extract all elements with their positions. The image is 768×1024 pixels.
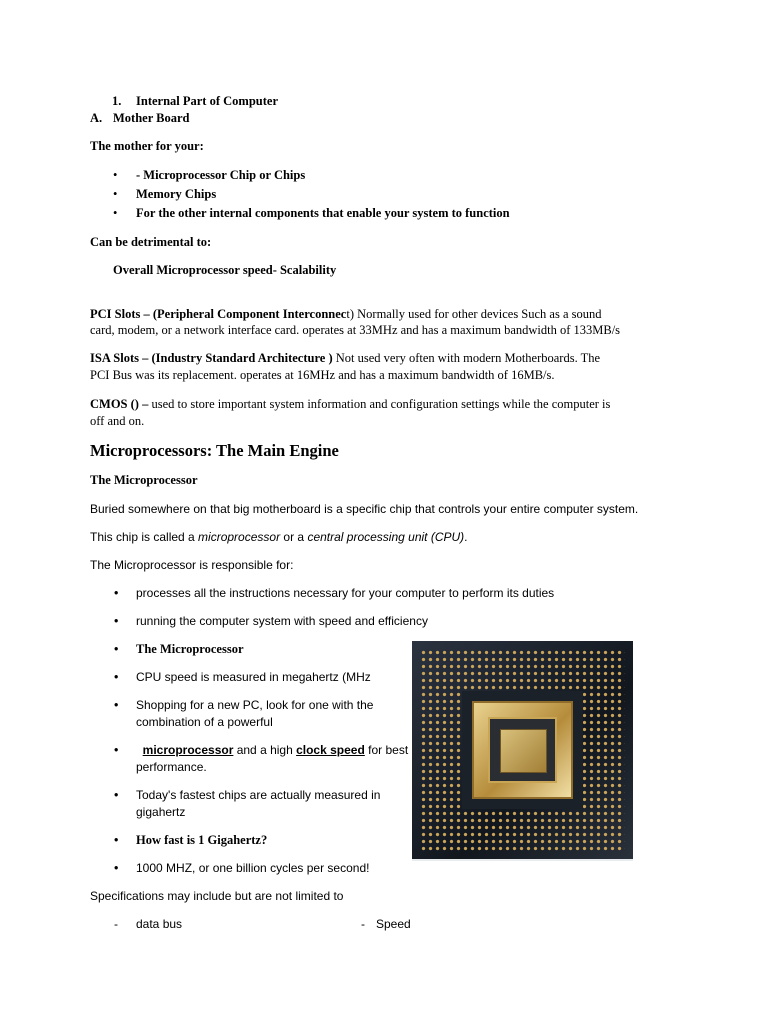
subsection-title: Mother Board xyxy=(113,111,190,125)
microprocessors-heading: Microprocessors: The Main Engine xyxy=(90,441,339,460)
bullet-icon: • xyxy=(114,698,119,712)
chip-die-inner xyxy=(488,717,557,783)
text-run: This chip is called a xyxy=(90,530,199,544)
section-title: Internal Part of Computer xyxy=(136,94,278,108)
bullet-icon: • xyxy=(114,861,119,875)
bullet-icon: • xyxy=(114,833,119,847)
list-item xyxy=(136,742,408,758)
bullet-icon: • xyxy=(114,743,119,757)
bullet-icon: • xyxy=(114,670,119,684)
detrimental-line: Overall Microprocessor speed- Scalability xyxy=(113,263,337,277)
subsection-letter: A. xyxy=(90,111,103,125)
term-microprocessor: microprocessor xyxy=(142,743,234,757)
spec-dash: - xyxy=(114,917,118,931)
pci-text: Normally used for other devices Such as a sound xyxy=(354,307,602,321)
bullet-icon: • xyxy=(113,206,118,220)
bullet-icon: • xyxy=(114,788,119,802)
spec-item-data-bus: data bus xyxy=(136,917,183,931)
spec-item-speed: Speed xyxy=(376,917,411,931)
pci-paragraph-line1 xyxy=(90,306,602,322)
pci-paragraph-line2: card, modem, or a network interface card. operates at 33MHz and has a maximum bandwidth of 133MB/s xyxy=(90,323,621,337)
term-microprocessor: microprocessor xyxy=(198,530,281,544)
list-item: The Microprocessor xyxy=(136,642,244,656)
mother-for-heading: The mother for your: xyxy=(90,139,204,153)
isa-label: ISA Slots – (Industry Standard Architecture ) xyxy=(90,351,333,365)
isa-paragraph-line1 xyxy=(90,350,600,366)
cmos-paragraph-line2: off and on. xyxy=(90,414,145,428)
chip-called-paragraph xyxy=(90,529,468,545)
chip-die-core xyxy=(500,729,547,773)
section-number: 1. xyxy=(112,94,122,108)
list-item: Today's fastest chips are actually measured in xyxy=(136,788,381,802)
term-cpu: central processing unit (CPU) xyxy=(307,530,465,544)
list-item: - Microprocessor Chip or Chips xyxy=(136,168,306,182)
bullet-icon: • xyxy=(113,168,118,182)
list-item: 1000 MHZ, or one billion cycles per second! xyxy=(136,861,370,875)
list-item: Memory Chips xyxy=(136,187,217,201)
list-item-continued: combination of a powerful xyxy=(136,715,273,729)
list-item: For the other internal components that enable your system to function xyxy=(136,206,510,220)
bullet-icon: • xyxy=(113,187,118,201)
cmos-paragraph-line1 xyxy=(90,396,610,412)
buried-paragraph: Buried somewhere on that big motherboard is a specific chip that controls your entire computer system. xyxy=(90,502,639,516)
cpu-chip-image xyxy=(412,641,633,859)
term-clock-speed: clock speed xyxy=(296,743,365,757)
list-item: How fast is 1 Gigahertz? xyxy=(136,833,268,847)
list-item-continued: performance. xyxy=(136,760,207,774)
microprocessor-subheading: The Microprocessor xyxy=(90,473,198,487)
bullet-icon: • xyxy=(114,642,119,656)
text-run: for best xyxy=(364,743,409,757)
specifications-paragraph: Specifications may include but are not limited to xyxy=(90,889,344,903)
list-item: running the computer system with speed and efficiency xyxy=(136,614,428,628)
cmos-text: used to store important system information and configuration settings while the computer is xyxy=(148,397,611,411)
list-item-continued: gigahertz xyxy=(136,805,186,819)
list-item: processes all the instructions necessary for your computer to perform its duties xyxy=(136,586,555,600)
text-run: . xyxy=(464,530,468,544)
bullet-icon: • xyxy=(114,586,119,600)
chip-die-frame xyxy=(472,701,573,799)
list-item: Shopping for a new PC, look for one with the xyxy=(136,698,374,712)
detrimental-heading: Can be detrimental to: xyxy=(90,235,212,249)
cmos-label: CMOS () – xyxy=(90,397,149,411)
text-run: or a xyxy=(280,530,308,544)
pci-label-tail: t) xyxy=(346,307,354,321)
isa-paragraph-line2: PCI Bus was its replacement. operates at 16MHz and has a maximum bandwidth of 16MB/s. xyxy=(90,368,555,382)
isa-text: Not used very often with modern Motherboards. The xyxy=(332,351,601,365)
spec-dash: - xyxy=(361,917,365,931)
text-run: and a high xyxy=(233,743,297,757)
responsible-paragraph: The Microprocessor is responsible for: xyxy=(90,558,294,572)
image-bottom-border xyxy=(412,859,633,861)
bullet-icon: • xyxy=(114,614,119,628)
pci-label: PCI Slots – (Peripheral Component Interconnec xyxy=(90,307,347,321)
list-item: CPU speed is measured in megahertz (MHz xyxy=(136,670,371,684)
